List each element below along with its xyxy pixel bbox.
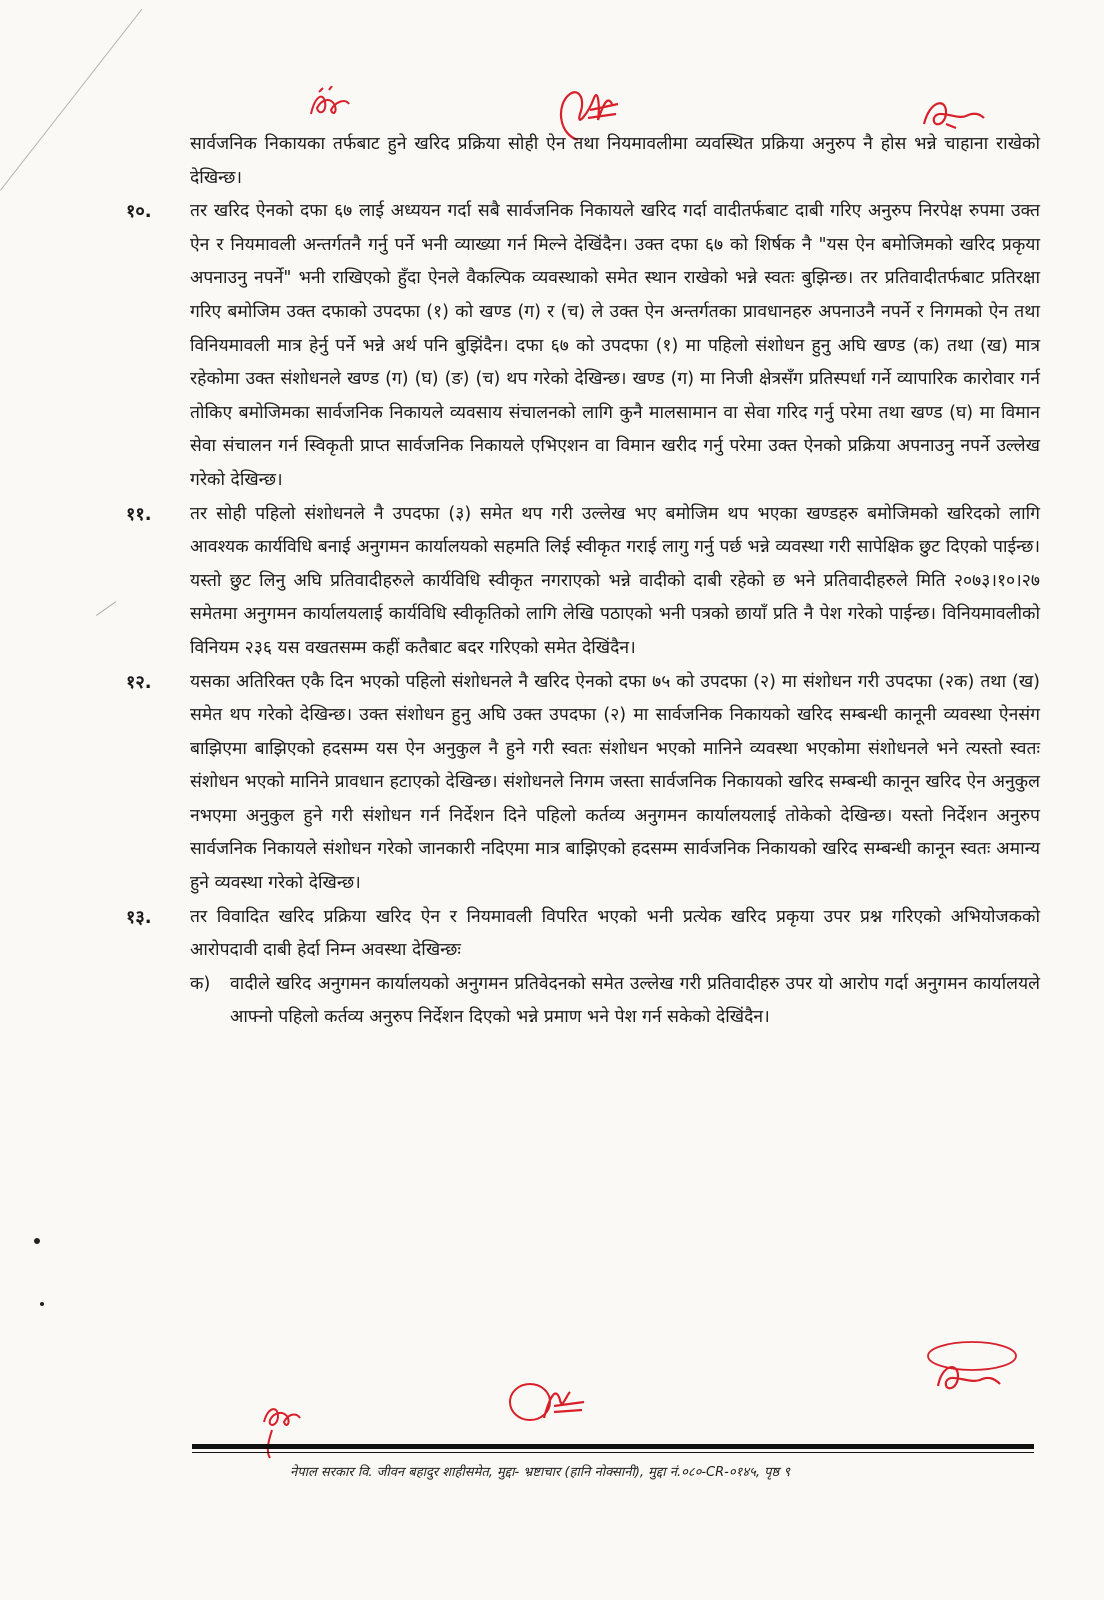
sub-item-label: क) [190,973,211,994]
sub-item-ka [120,968,1040,1035]
margin-dot [34,1238,40,1244]
paragraph-10 [120,195,1040,497]
margin-dot [40,1302,44,1306]
scan-mark-left [96,601,116,616]
footer-rule-thin [192,1452,1034,1453]
paragraph-11 [120,498,1040,666]
page-footer: नेपाल सरकार वि. जीवन बहादुर शाहीसमेत, मुद्दा- भ्रष्टाचार (हानि नोक्सानी), मुद्दा नं.०८०-CR-०१४५, पृष्ठ ९ [290,1465,791,1480]
paragraph-number: १३. [126,906,152,928]
paragraph-number: १२. [126,671,152,693]
initials-signature-5 [504,1378,588,1428]
paragraph-number: ११. [126,503,152,525]
paragraph-number: १०. [126,201,152,223]
paragraph-text: तर सोही पहिलो संशोधनले नै उपदफा (३) समेत थप गरी उल्लेख भए बमोजिम थप भएका खण्डहरु बमोजिमको खरिदको लागि आवश्यक कार्यविधि बनाई अनुगमन कार्यालयको सहमति लिई स्वीकृत गराई लागु गर्नु पर्छ भन्ने व्यवस्था गरी सापेक्षिक छुट दिएको पाईन्छ। यस्तो छुट लिनु अघि प्रतिवादीहरुले कार्यविधि स्वीकृत नगराएको भन्ने वादीको दाबी रहेको छ भने प्रतिवादीहरुले मिति २०७३।१०।२७ समेतमा अनुगमन कार्यालयलाई कार्यविधि स्वीकृतिको लागि लेखि पठाएको भनी पत्रको छायाँ प्रति नै पेश गरेको पाईन्छ। विनियमावलीको विनियम २३६ यस वखतसम्म कहीं कतैबाट बदर गरिएको समेत देखिंदैन। [190,503,1040,658]
intro-paragraph: सार्वजनिक निकायका तर्फबाट हुने खरिद प्रक्रिया सोही ऐन तथा नियमावलीमा व्यवस्थित प्रक्रिया अनुरुप नै होस भन्ने चाहाना राखेको देखिन्छ। [190,134,1040,188]
paragraph-text: तर खरिद ऐनको दफा ६७ लाई अध्ययन गर्दा सबै सार्वजनिक निकायले खरिद गर्दा वादीतर्फबाट दाबी गरिए अनुरुप निरपेक्ष रुपमा उक्त ऐन र नियमावली अन्तर्गतनै गर्नु पर्ने भनी व्याख्या गर्न मिल्ने देखिंदैन। उक्त दफा ६७ को शिर्षक नै "यस ऐन बमोजिमको खरिद प्रकृया अपनाउनु नपर्ने" भनी राखिएको हुँदा ऐनले वैकल्पिक व्यवस्थाको समेत स्थान राखेको भन्ने स्वतः बुझिन्छ। तर प्रतिवादीतर्फबाट प्रतिरक्षा गरिए बमोजिम उक्त दफाको उपदफा (१) को खण्ड (ग) र (च) ले उक्त ऐन अन्तर्गतका प्रावधानहरु अपनाउनै नपर्ने र निगमको ऐन तथा विनियमावली मात्र हेर्नु पर्ने भन्ने अर्थ पनि बुझिंदैन। दफा ६७ को उपदफा (१) मा पहिलो संशोधन हुनु अघि खण्ड (क) तथा (ख) मात्र रहेकोमा उक्त संशोधनले खण्ड (ग) (घ) (ङ) (च) थप गरेको देखिन्छ। खण्ड (ग) मा निजी क्षेत्रसँग प्रतिस्पर्धा गर्ने व्यापारिक कारोवार गर्न तोकिए बमोजिमका सार्वजनिक निकायले व्यवसाय संचालनको लागि कुनै मालसामान वा सेवा गरिद गर्नु परेमा तथा खण्ड (घ) मा विमान सेवा संचालन गर्न स्विकृती प्राप्त सार्वजनिक निकायले एभिएशन वा विमान खरीद गर्नु परेमा उक्त ऐनको प्रक्रिया अपनाउनु नपर्ने उल्लेख गरेको देखिन्छ। [190,201,1040,490]
document-body [120,128,1040,1035]
paragraph-12 [120,666,1040,901]
paragraph-text: तर विवादित खरिद प्रक्रिया खरिद ऐन र नियमावली विपरित भएको भनी प्रत्येक खरिद प्रकृया उपर प्रश्न गरिएको अभियोजकको आरोपदावी दाबी हेर्दा निम्न अवस्था देखिन्छः [190,906,1040,961]
sub-item-text: वादीले खरिद अनुगमन कार्यालयको अनुगमन प्रतिवेदनको समेत उल्लेख गरी प्रतिवादीहरु उपर यो आरोप गर्दा अनुगमन कार्यालयले आफ्नो पहिलो कर्तव्य अनुरुप निर्देशन दिएको भन्ने प्रमाण भने पेश गर्न सकेको देखिंदैन। [230,973,1040,1028]
paragraph-text: यसका अतिरिक्त एकै दिन भएको पहिलो संशोधनले नै खरिद ऐनको दफा ७५ को उपदफा (२) मा संशोधन गरी उपदफा (२क) तथा (ख) समेत थप गरेको देखिन्छ। उक्त संशोधन हुनु अघि उक्त उपदफा (२) मा सार्वजनिक निकायको खरिद सम्बन्धी कानूनी व्यवस्था ऐनसंग बाझिएमा बाझिएको हदसम्म यस ऐन अनुकुल नै हुने गरी स्वतः संशोधन भएको मानिने व्यवस्था भएकोमा संशोधनले भने त्यस्तो स्वतः संशोधन भएको मानिने प्रावधान हटाएको देखिन्छ। संशोधनले निगम जस्ता सार्वजनिक निकायको खरिद सम्बन्धी कानून खरिद ऐन अनुकुल नभएमा अनुकुल हुने गरी संशोधन गर्न निर्देशन दिने पहिलो कर्तव्य अनुगमन कार्यालयलाई तोकेको देखिन्छ। यस्तो निर्देशन अनुरुप सार्वजनिक निकायले संशोधन गरेको जानकारी नदिएमा मात्र बाझिएको हदसम्म सार्वजनिक निकायको खरिद सम्बन्धी कानून स्वतः अमान्य हुने व्यवस्था गरेको देखिन्छ। [190,671,1040,894]
initials-signature-1 [305,86,355,122]
initials-signature-4 [924,1336,1024,1396]
paragraph-13 [120,901,1040,968]
footer-rule [192,1444,1034,1449]
